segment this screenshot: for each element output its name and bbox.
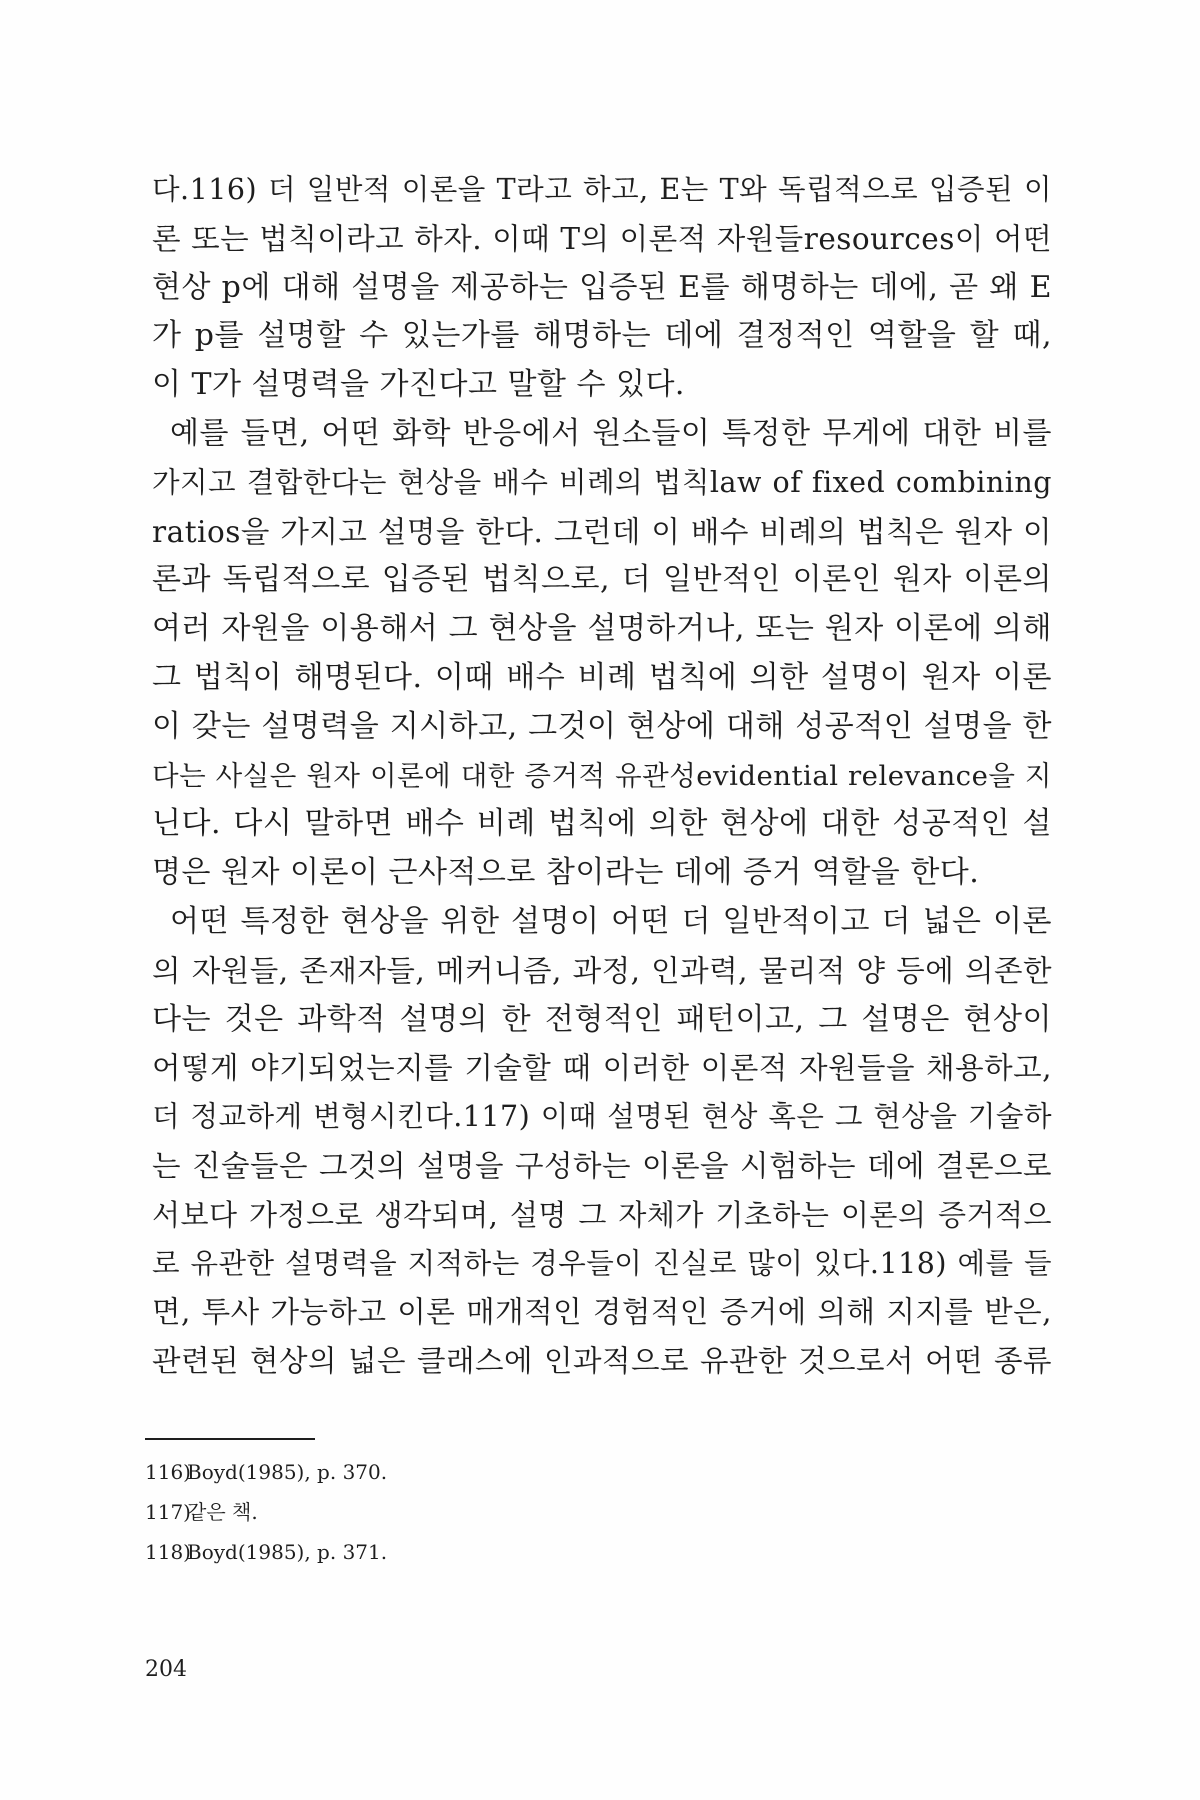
body-line: 로 유관한 설명력을 지적하는 경우들이 진실로 많이 있다.118) 예를 들 — [152, 1246, 1052, 1280]
page-number: 204 — [145, 1657, 187, 1682]
footnote-number: 117) — [145, 1500, 191, 1524]
body-line: 면, 투사 가능하고 이론 매개적인 경험적인 증거에 의해 지지를 받은, — [152, 1295, 1052, 1330]
footnote-text: 같은 책. — [187, 1500, 258, 1524]
footnote-text: Boyd(1985), p. 370. — [187, 1460, 388, 1484]
footnote — [145, 1532, 745, 1572]
body-line: 그 법칙이 해명된다. 이때 배수 비례 법칙에 의한 설명이 원자 이론 — [152, 659, 1052, 695]
body-line: 관련된 현상의 넓은 클래스에 인과적으로 유관한 것으로서 어떤 종류 — [152, 1344, 1052, 1379]
body-line-paragraph-start: 예를 들면, 어떤 화학 반응에서 원소들이 특정한 무게에 대한 비를 — [170, 415, 1052, 451]
body-line: 가 p를 설명할 수 있는가를 해명하는 데에 결정적인 역할을 할 때, — [152, 318, 1052, 354]
body-line: 가지고 결합한다는 현상을 배수 비례의 법칙law of fixed combining — [152, 465, 1052, 499]
body-line: 는 진술들은 그것의 설명을 구성하는 이론을 시험하는 데에 결론으로 — [152, 1148, 1052, 1183]
body-line: 다는 사실은 원자 이론에 대한 증거적 유관성evidential relevance을 지 — [152, 759, 1052, 792]
footnotes — [145, 1452, 745, 1572]
footnote-number: 118) — [145, 1540, 191, 1564]
body-line: 닌다. 다시 말하면 배수 비례 법칙에 의한 현상에 대한 성공적인 설 — [152, 806, 1052, 842]
body-line: 다는 것은 과학적 설명의 한 전형적인 패턴이고, 그 설명은 현상이 — [152, 1001, 1052, 1037]
body-line: 현상 p에 대해 설명을 제공하는 입증된 E를 해명하는 데에, 곧 왜 E — [152, 269, 1052, 305]
body-line: 의 자원들, 존재자들, 메커니즘, 과정, 인과력, 물리적 양 등에 의존한 — [152, 953, 1052, 988]
footnote-divider — [145, 1438, 315, 1440]
body-line: ratios을 가지고 설명을 한다. 그런데 이 배수 비례의 법칙은 원자 이 — [152, 514, 1052, 549]
body-line: 더 정교하게 변형시킨다.117) 이때 설명된 현상 혹은 그 현상을 기술하 — [152, 1100, 1052, 1134]
footnote — [145, 1492, 745, 1532]
body-line: 론 또는 법칙이라고 하자. 이때 T의 이론적 자원들resources이 어떤 — [152, 221, 1052, 256]
body-line: 명은 원자 이론이 근사적으로 참이라는 데에 증거 역할을 한다. — [152, 855, 980, 891]
body-line: 이 갖는 설명력을 지시하고, 그것이 현상에 대해 성공적인 설명을 한 — [152, 708, 1052, 744]
footnote-text: Boyd(1985), p. 371. — [187, 1540, 388, 1564]
body-line-paragraph-start: 어떤 특정한 현상을 위한 설명이 어떤 더 일반적이고 더 넓은 이론 — [170, 903, 1052, 939]
body-line: 서보다 가정으로 생각되며, 설명 그 자체가 기초하는 이론의 증거적으 — [152, 1197, 1052, 1232]
body-line: 다.116) 더 일반적 이론을 T라고 하고, E는 T와 독립적으로 입증된 이 — [152, 173, 1052, 206]
footnote — [145, 1452, 745, 1492]
body-text — [152, 166, 1052, 1386]
footnote-number: 116) — [145, 1460, 191, 1484]
body-line: 여러 자원을 이용해서 그 현상을 설명하거나, 또는 원자 이론에 의해 — [152, 611, 1052, 647]
body-line: 이 T가 설명력을 가진다고 말할 수 있다. — [152, 367, 685, 403]
body-line: 론과 독립적으로 입증된 법칙으로, 더 일반적인 이론인 원자 이론의 — [152, 562, 1052, 598]
body-line: 어떻게 야기되었는지를 기술할 때 이러한 이론적 자원들을 채용하고, — [152, 1051, 1052, 1086]
